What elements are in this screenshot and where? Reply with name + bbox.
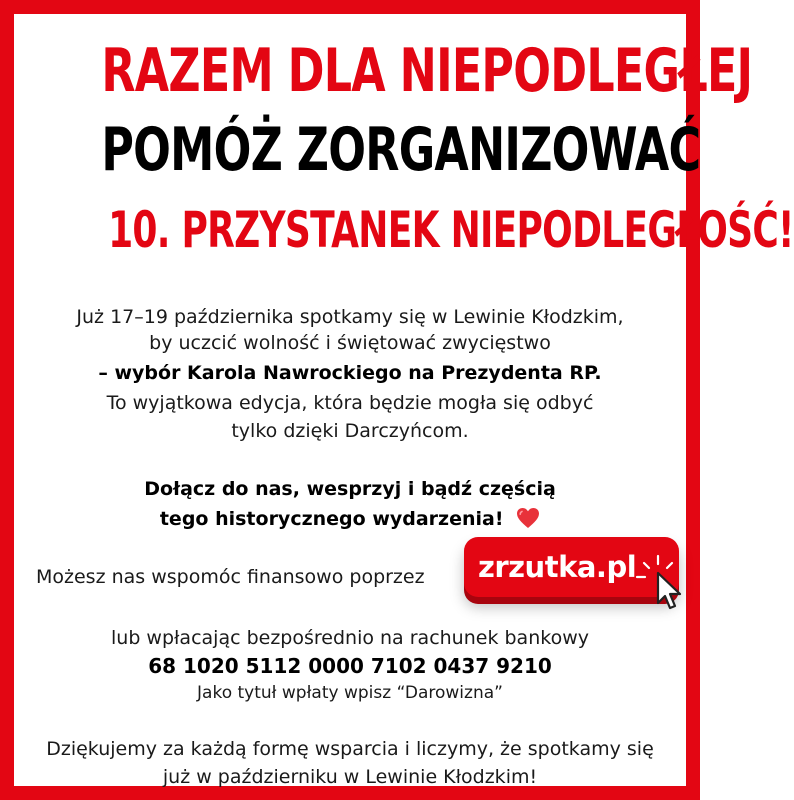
cta-line-2-text: tego historycznego wydarzenia! [159,508,504,530]
heart-icon [516,507,540,529]
headline-line-1: RAZEM DLA NIEPODLEGŁEJ [101,36,753,106]
donation-label: Możesz nas wspomóc finansowo poprzez [36,566,425,588]
intro-line-3: – wybór Karola Nawrockiego na Prezydenta RP. [98,362,602,384]
cursor-click-icon [636,554,696,616]
cta-line-1: Dołącz do nas, wesprzyj i bądź częścią [144,478,556,500]
cta-line-2 [14,506,686,532]
closing-line-1: Dziękujemy za każdą formę wsparcia i liczymy, że spotkamy się [46,738,654,760]
intro-line-5: tylko dzięki Darczyńcom. [231,420,469,442]
bank-intro: lub wpłacając bezpośrednio na rachunek bankowy [111,627,589,649]
zrzutka-button[interactable]: zrzutka.pl [464,537,679,597]
headline-line-3: 10. PRZYSTANEK NIEPODLEGŁOŚĆ! [108,201,794,259]
transfer-title-note: Jako tytuł wpłaty wpisz “Darowizna” [197,683,503,703]
intro-line-1: Już 17–19 października spotkamy się w Lewinie Kłodzkim, [76,306,624,328]
intro-line-2: by uczcić wolność i świętować zwycięstwo [149,332,551,354]
intro-line-4: To wyjątkowa edycja, która będzie mogła się odbyć [106,392,594,414]
headline-line-2: POMÓŻ ZORGANIZOWAĆ [101,115,701,185]
closing-line-2: już w październiku w Lewinie Kłodzkim! [162,766,538,788]
bank-account-number: 68 1020 5112 0000 7102 0437 9210 [148,654,552,678]
